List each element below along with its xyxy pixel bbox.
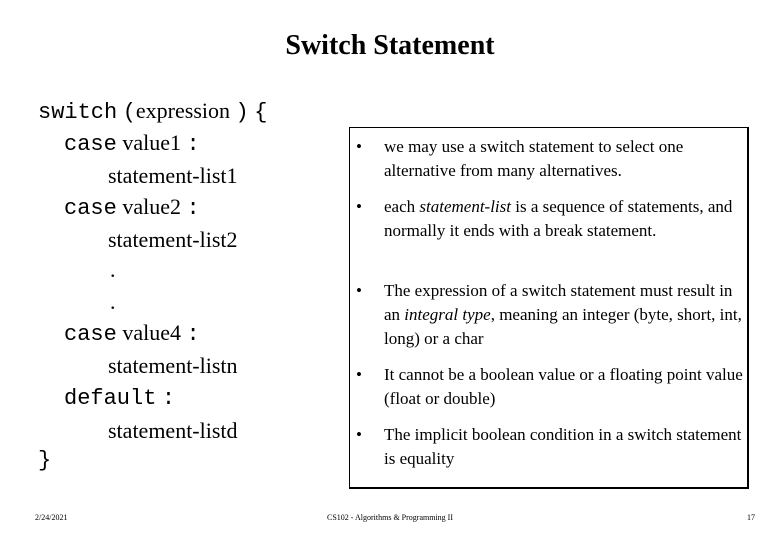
footer-page-number: 17 — [747, 513, 755, 522]
bullet-item — [356, 195, 746, 243]
code-block — [0, 0, 340, 480]
ellipsis-dot: . — [110, 257, 116, 282]
code-line-case1 — [64, 130, 200, 158]
bullet-item — [356, 363, 746, 411]
bullet-marker: • — [356, 281, 362, 300]
bullet-text-part: , meaning an integer (byte, short, int, long) or a char — [384, 305, 742, 348]
paren-close: ) — [235, 100, 249, 125]
brace-close: } — [38, 448, 52, 473]
bullet-text-part: The expression of a switch statement must result in an — [384, 281, 733, 324]
footer-course: CS102 - Algorithms & Programming II — [327, 513, 453, 522]
bullet-marker: • — [356, 137, 362, 156]
switch-keyword: switch — [38, 100, 118, 125]
bullet-text-emphasis: statement-list — [419, 197, 511, 216]
bullet-marker: • — [356, 365, 362, 384]
statement-list-n: statement-listn — [108, 353, 238, 378]
bullet-marker: • — [356, 425, 362, 444]
case-colon: : — [186, 322, 200, 347]
slide-title: Switch Statement — [285, 30, 495, 61]
default-colon: : — [161, 386, 176, 411]
bullet-text — [384, 279, 746, 351]
statement-list-1: statement-list1 — [108, 163, 238, 188]
bullet-item — [356, 279, 746, 351]
bullet-item — [356, 423, 746, 471]
brace-open: { — [254, 100, 268, 125]
bullet-marker: • — [356, 197, 362, 216]
default-keyword: default — [64, 386, 157, 411]
bullet-item — [356, 135, 746, 183]
case-colon: : — [186, 196, 200, 221]
case-value: value2 — [122, 194, 181, 219]
bullet-text — [384, 195, 746, 243]
expression-text: expression — [135, 98, 231, 123]
footer-date: 2/24/2021 — [35, 513, 68, 522]
bullet-text-emphasis: integral type — [404, 305, 491, 324]
bullet-text-part: each — [384, 197, 420, 216]
case-value: value1 — [122, 130, 181, 155]
code-line-case2 — [64, 194, 200, 222]
notes-box — [349, 127, 749, 489]
bullet-text-part: is a sequence of statements, and normally it ends with a break statement. — [384, 197, 733, 240]
ellipsis-dot: . — [110, 289, 116, 314]
case-keyword: case — [64, 322, 117, 347]
statement-list-2: statement-list2 — [108, 227, 238, 252]
bullet-text: The implicit boolean condition in a switch statement is equality — [384, 425, 742, 468]
paren-open: ( — [122, 100, 136, 125]
case-colon: : — [186, 132, 200, 157]
statement-list-d: statement-listd — [108, 418, 238, 443]
case-keyword: case — [64, 132, 117, 157]
code-line-default — [64, 384, 175, 412]
bullet-text: It cannot be a boolean value or a floating point value (float or double) — [384, 365, 743, 408]
code-line-case4 — [64, 320, 200, 348]
bullet-text: we may use a switch statement to select one alternative from many alternatives. — [384, 137, 684, 180]
code-line-switch — [38, 98, 267, 126]
case-value: value4 — [122, 320, 181, 345]
case-keyword: case — [64, 196, 117, 221]
